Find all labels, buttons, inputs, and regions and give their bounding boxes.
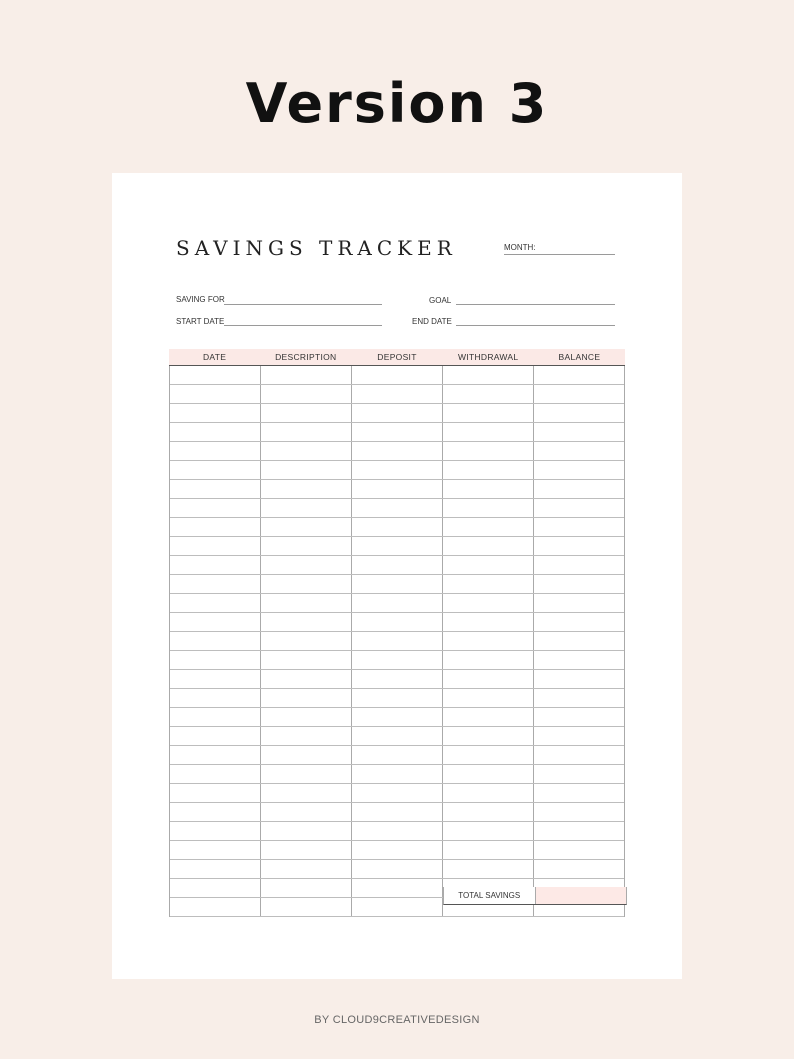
table-row [170,841,624,860]
table-cell-deposit[interactable] [352,556,443,574]
table-cell-withdrawal[interactable] [443,499,534,517]
table-cell-withdrawal[interactable] [443,366,534,384]
table-cell-date[interactable] [170,518,261,536]
table-body [169,366,625,917]
table-cell-balance[interactable] [534,480,624,498]
table-cell-deposit[interactable] [352,423,443,441]
start-date-line[interactable] [224,325,382,326]
table-cell-balance[interactable] [534,708,624,726]
table-cell-deposit[interactable] [352,632,443,650]
end-date-line[interactable] [456,325,615,326]
table-cell-description[interactable] [261,385,352,403]
table-cell-balance[interactable] [534,404,624,422]
table-cell-date[interactable] [170,556,261,574]
table-cell-description[interactable] [261,727,352,745]
version-title: Version 3 [245,72,549,135]
table-cell-balance[interactable] [534,537,624,555]
table-cell-deposit[interactable] [352,480,443,498]
table-row [170,765,624,784]
table-cell-description[interactable] [261,594,352,612]
table-cell-date[interactable] [170,537,261,555]
table-cell-balance[interactable] [534,385,624,403]
table-cell-balance[interactable] [534,746,624,764]
table-row [170,670,624,689]
table-cell-description[interactable] [261,537,352,555]
table-cell-deposit[interactable] [352,784,443,802]
table-cell-balance[interactable] [534,442,624,460]
table-cell-description[interactable] [261,632,352,650]
table-cell-balance[interactable] [534,784,624,802]
table-row [170,537,624,556]
table-row [170,404,624,423]
end-date-label: END DATE [412,317,452,326]
table-cell-description[interactable] [261,461,352,479]
total-savings-label: TOTAL SAVINGS [444,887,536,904]
table-cell-balance[interactable] [534,632,624,650]
column-header-date: DATE [202,352,227,362]
table-row [170,442,624,461]
table-cell-withdrawal[interactable] [443,594,534,612]
table-cell-deposit[interactable] [352,898,443,916]
table-cell-date[interactable] [170,689,261,707]
table-cell-date[interactable] [170,385,261,403]
table-cell-balance[interactable] [534,594,624,612]
table-cell-date[interactable] [170,898,261,916]
table-cell-withdrawal[interactable] [443,632,534,650]
table-cell-date[interactable] [170,765,261,783]
total-savings-row [443,887,627,905]
table-cell-deposit[interactable] [352,746,443,764]
month-line[interactable] [504,254,615,255]
table-cell-date[interactable] [170,727,261,745]
table-row [170,385,624,404]
table-cell-date[interactable] [170,651,261,669]
table-cell-date[interactable] [170,575,261,593]
table-cell-withdrawal[interactable] [443,613,534,631]
table-cell-deposit[interactable] [352,651,443,669]
table-cell-withdrawal[interactable] [443,575,534,593]
table-cell-deposit[interactable] [352,803,443,821]
table-cell-withdrawal[interactable] [443,727,534,745]
table-row [170,613,624,632]
table-cell-date[interactable] [170,480,261,498]
credit-text: BY CLOUD9CREATIVEDESIGN [314,1014,480,1026]
table-cell-description[interactable] [261,670,352,688]
table-cell-deposit[interactable] [352,404,443,422]
table-cell-deposit[interactable] [352,822,443,840]
table-cell-description[interactable] [261,860,352,878]
table-cell-date[interactable] [170,670,261,688]
start-date-label: START DATE [176,317,225,326]
table-cell-date[interactable] [170,708,261,726]
table-row [170,480,624,499]
table-cell-date[interactable] [170,822,261,840]
table-cell-date[interactable] [170,841,261,859]
table-cell-description[interactable] [261,366,352,384]
table-cell-date[interactable] [170,461,261,479]
table-cell-date[interactable] [170,632,261,650]
table-cell-withdrawal[interactable] [443,803,534,821]
column-header-withdrawal: WITHDRAWAL [457,352,519,362]
table-cell-description[interactable] [261,708,352,726]
table-cell-description[interactable] [261,404,352,422]
table-cell-deposit[interactable] [352,689,443,707]
table-cell-description[interactable] [261,442,352,460]
table-cell-date[interactable] [170,499,261,517]
table-cell-withdrawal[interactable] [443,670,534,688]
savings-table [169,349,625,917]
table-row [170,594,624,613]
table-cell-deposit[interactable] [352,879,443,897]
table-cell-deposit[interactable] [352,708,443,726]
table-cell-description[interactable] [261,423,352,441]
savings-tracker-sheet [112,173,682,979]
table-cell-withdrawal[interactable] [443,480,534,498]
month-label: MONTH: [504,243,536,252]
table-row [170,784,624,803]
table-cell-description[interactable] [261,613,352,631]
table-cell-withdrawal[interactable] [443,765,534,783]
table-cell-description[interactable] [261,689,352,707]
table-row [170,366,624,385]
total-savings-value[interactable] [536,887,627,904]
table-row [170,860,624,879]
table-cell-balance[interactable] [534,841,624,859]
table-row [170,822,624,841]
table-cell-balance[interactable] [534,689,624,707]
table-cell-balance[interactable] [534,860,624,878]
saving-for-line[interactable] [224,304,382,305]
table-row [170,556,624,575]
table-cell-balance[interactable] [534,518,624,536]
table-cell-description[interactable] [261,480,352,498]
table-cell-deposit[interactable] [352,442,443,460]
table-cell-withdrawal[interactable] [443,822,534,840]
table-cell-withdrawal[interactable] [443,461,534,479]
table-cell-description[interactable] [261,784,352,802]
table-cell-withdrawal[interactable] [443,537,534,555]
table-cell-balance[interactable] [534,727,624,745]
table-cell-balance[interactable] [534,556,624,574]
table-cell-deposit[interactable] [352,461,443,479]
table-cell-deposit[interactable] [352,594,443,612]
table-cell-deposit[interactable] [352,613,443,631]
table-row [170,746,624,765]
table-cell-balance[interactable] [534,461,624,479]
table-cell-balance[interactable] [534,499,624,517]
table-row [170,518,624,537]
table-cell-withdrawal[interactable] [443,860,534,878]
table-cell-date[interactable] [170,879,261,897]
table-cell-deposit[interactable] [352,518,443,536]
table-cell-date[interactable] [170,366,261,384]
goal-line[interactable] [456,304,615,305]
table-cell-description[interactable] [261,841,352,859]
table-cell-deposit[interactable] [352,670,443,688]
table-row [170,689,624,708]
table-cell-description[interactable] [261,879,352,897]
tracker-title: SAVINGS TRACKER [176,236,457,260]
table-cell-withdrawal[interactable] [443,746,534,764]
table-cell-balance[interactable] [534,366,624,384]
table-cell-description[interactable] [261,556,352,574]
table-cell-balance[interactable] [534,803,624,821]
table-row [170,803,624,822]
table-row [170,499,624,518]
table-cell-deposit[interactable] [352,860,443,878]
table-cell-withdrawal[interactable] [443,784,534,802]
table-cell-date[interactable] [170,404,261,422]
table-cell-deposit[interactable] [352,499,443,517]
table-cell-withdrawal[interactable] [443,518,534,536]
table-cell-deposit[interactable] [352,575,443,593]
table-row [170,727,624,746]
table-row [170,461,624,480]
table-cell-description[interactable] [261,803,352,821]
table-cell-description[interactable] [261,651,352,669]
table-cell-balance[interactable] [534,670,624,688]
table-cell-deposit[interactable] [352,366,443,384]
table-row [170,708,624,727]
column-header-deposit: DEPOSIT [377,352,417,362]
table-cell-description[interactable] [261,575,352,593]
table-cell-date[interactable] [170,613,261,631]
table-row [170,632,624,651]
table-header [169,349,625,366]
goal-label: GOAL [429,296,452,305]
table-cell-withdrawal[interactable] [443,841,534,859]
table-cell-balance[interactable] [534,765,624,783]
table-cell-description[interactable] [261,898,352,916]
table-cell-balance[interactable] [534,822,624,840]
table-cell-deposit[interactable] [352,765,443,783]
table-cell-description[interactable] [261,746,352,764]
table-cell-withdrawal[interactable] [443,556,534,574]
table-cell-withdrawal[interactable] [443,708,534,726]
saving-for-label: SAVING FOR [176,295,225,304]
table-cell-date[interactable] [170,746,261,764]
table-row [170,423,624,442]
table-row [170,651,624,670]
table-cell-description[interactable] [261,518,352,536]
table-cell-balance[interactable] [534,423,624,441]
table-cell-deposit[interactable] [352,841,443,859]
table-cell-withdrawal[interactable] [443,651,534,669]
table-cell-deposit[interactable] [352,537,443,555]
table-cell-withdrawal[interactable] [443,385,534,403]
table-cell-date[interactable] [170,594,261,612]
table-cell-date[interactable] [170,423,261,441]
column-header-balance: BALANCE [558,352,601,362]
table-cell-balance[interactable] [534,651,624,669]
table-cell-date[interactable] [170,442,261,460]
table-cell-balance[interactable] [534,613,624,631]
table-cell-description[interactable] [261,822,352,840]
table-cell-description[interactable] [261,765,352,783]
table-cell-withdrawal[interactable] [443,689,534,707]
table-cell-deposit[interactable] [352,385,443,403]
table-cell-withdrawal[interactable] [443,404,534,422]
table-row [170,575,624,594]
table-cell-withdrawal[interactable] [443,442,534,460]
table-cell-date[interactable] [170,784,261,802]
table-cell-withdrawal[interactable] [443,423,534,441]
table-cell-description[interactable] [261,499,352,517]
table-cell-balance[interactable] [534,575,624,593]
table-cell-date[interactable] [170,860,261,878]
table-cell-deposit[interactable] [352,727,443,745]
table-cell-date[interactable] [170,803,261,821]
column-header-description: DESCRIPTION [275,352,337,362]
